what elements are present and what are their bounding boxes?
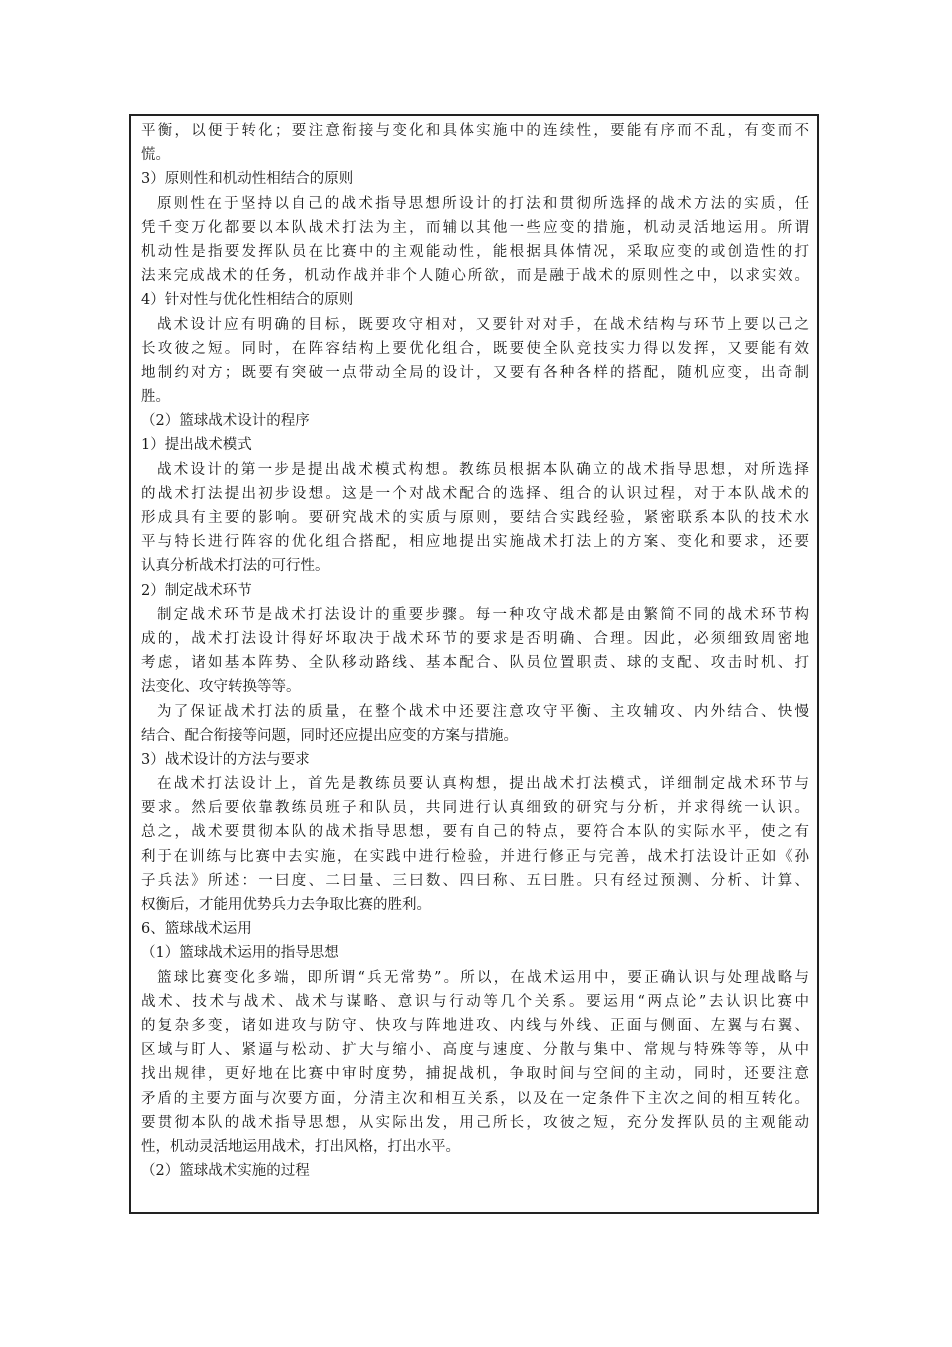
text-line: 慌。 <box>141 147 170 164</box>
text-line: 找出规律，更好地在比赛中审时度势，捕捉战机，争取时间与空间的主动，同时，还要注意 <box>141 1066 809 1083</box>
text-line: 矛盾的主要方面与次要方面，分清主次和相互关系，以及在一定条件下主次之间的相互转化。 <box>141 1090 809 1107</box>
text-line: 地制约对方；既要有突破一点带动全局的设计，又要有各种各样的搭配，随机应变，出奇制 <box>141 364 809 381</box>
text-line: 形成具有主要的影响。要研究战术的实质与原则，要结合实践经验，紧密联系本队的技术水 <box>141 510 809 526</box>
text-line: 平与特长进行阵容的优化组合搭配，相应地提出实施战术打法上的方案、变化和要求，还要 <box>141 534 809 551</box>
text-line: 权衡后，才能用优势兵力去争取比赛的胜利。 <box>141 897 431 913</box>
text-line: 战术、技术与战术、战术与谋略、意识与行动等几个关系。要运用“两点论”去认识比赛中 <box>141 993 809 1010</box>
text-line: 3）原则性和机动性相结合的原则 <box>141 171 354 188</box>
text-line: 的复杂多变，诸如进攻与防守、快攻与阵地进攻、内线与外线、正面与侧面、左翼与右翼、 <box>141 1017 809 1034</box>
text-line: 战术设计的第一步是提出战术模式构想。教练员根据本队确立的战术指导思想，对所选择 <box>157 461 809 478</box>
text-line: 1）提出战术模式 <box>141 437 252 454</box>
text-line: 考虑，诸如基本阵势、全队移动路线、基本配合、队员位置职责、球的支配、攻击时机、打 <box>141 655 809 672</box>
text-line: （1）篮球战术运用的指导思想 <box>141 945 339 962</box>
text-line: 4）针对性与优化性相结合的原则 <box>141 292 354 309</box>
text-line: 子兵法》所述：一曰度、二曰量、三曰数、四曰称、五曰胜。只有经过预测、分析、计算、 <box>141 872 809 889</box>
content-table-cell <box>129 114 819 1214</box>
text-line: 平衡，以便于转化；要注意衔接与变化和具体实施中的连续性，要能有序而不乱，有变而不 <box>141 123 809 139</box>
text-line: 3）战术设计的方法与要求 <box>141 751 310 768</box>
text-line: 机动性是指要发挥队员在比赛中的主观能动性，能根据具体情况，采取应变的或创造性的打 <box>141 243 809 260</box>
text-line: 结合、配合衔接等问题，同时还应提出应变的方案与措施。 <box>141 727 518 744</box>
text-line: 胜。 <box>141 389 170 406</box>
text-line: 战术设计应有明确的目标，既要攻守相对，又要针对对手，在战术结构与环节上要以己之 <box>157 316 809 333</box>
text-line: （2）篮球战术设计的程序 <box>141 413 310 430</box>
text-line: 为了保证战术打法的质量，在整个战术中还要注意攻守平衡、主攻辅攻、内外结合、快慢 <box>157 703 809 720</box>
text-line: 认真分析战术打法的可行性。 <box>141 558 330 575</box>
text-line: 2）制定战术环节 <box>141 582 252 599</box>
text-line: 总之，战术要贯彻本队的战术指导思想，要有自己的特点，要符合本队的实际水平，使之有 <box>141 824 809 841</box>
text-line: 6、篮球战术运用 <box>141 921 252 938</box>
text-line: 成的，战术打法设计得好坏取决于战术环节的要求是否明确、合理。因此，必须细致周密地 <box>141 630 809 647</box>
text-line: 长攻彼之短。同时，在阵容结构上要优化组合，既要使全队竞技实力得以发挥，又要能有效 <box>141 340 809 357</box>
text-line: 原则性在于坚持以自己的战术指导思想所设计的打法和贯彻所选择的战术方法的实质，任 <box>157 195 809 212</box>
text-line: 要贯彻本队的战术指导思想，从实际出发，用己所长，攻彼之短，充分发挥队员的主观能动 <box>141 1114 809 1131</box>
text-line: 法变化、攻守转换等等。 <box>141 679 301 696</box>
text-line: 凭千变万化都要以本队战术打法为主，而辅以其他一些应变的措施，机动灵活地运用。所谓 <box>141 219 809 236</box>
text-line: 篮球比赛变化多端，即所谓“兵无常势”。所以，在战术运用中，要正确认识与处理战略与 <box>157 969 809 986</box>
text-line: （2）篮球战术实施的过程 <box>141 1163 310 1180</box>
text-line: 的战术打法提出初步设想。这是一个对战术配合的选择、组合的认识过程，对于本队战术的 <box>141 485 809 502</box>
text-line: 利于在训练与比赛中去实施，在实践中进行检验，并进行修正与完善，战术打法设计正如《孙 <box>141 848 809 865</box>
text-line: 在战术打法设计上，首先是教练员要认真构想，提出战术打法模式，详细制定战术环节与 <box>157 776 809 793</box>
text-line: 性，机动灵活地运用战术，打出风格，打出水平。 <box>141 1138 460 1155</box>
text-line: 法来完成战术的任务，机动作战并非个人随心所欲，而是融于战术的原则性之中，以求实效。 <box>141 268 809 285</box>
text-line: 要求。然后要依靠教练员班子和队员，共同进行认真细致的研究与分析，并求得统一认识。 <box>141 800 809 817</box>
text-line: 制定战术环节是战术打法设计的重要步骤。每一种攻守战术都是由繁简不同的战术环节构 <box>157 606 809 623</box>
text-line: 区域与盯人、紧逼与松动、扩大与缩小、高度与速度、分散与集中、常规与特殊等等，从中 <box>141 1042 809 1059</box>
